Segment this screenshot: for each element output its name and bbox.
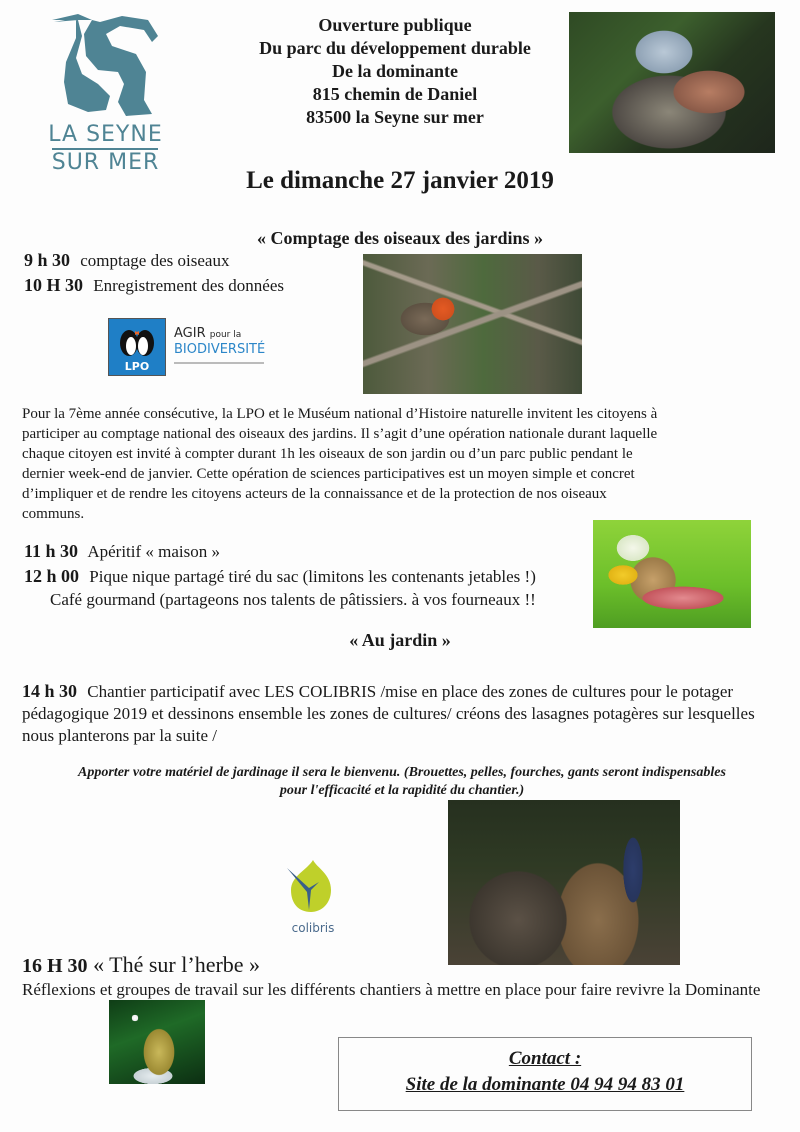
header-line: 83500 la Seyne sur mer — [306, 107, 484, 127]
bird-count-description: Pour la 7ème année consécutive, la LPO et le Muséum national d’Histoire naturelle invitent les citoyens à participer au comptage national des oiseaux des jardins. Il s’agit d’une opération nationale durant laquelle chaque citoyen est invité à compter durant 1h les oiseaux de son jardin ou d’un parc public pendant le dernier week-end de janvier. Cette opération de sciences participatives est un moyen simple et concret d’impliquer et de rendre les citoyens acteurs de la connaissance et de la protection de nos oiseaux communs. — [22, 406, 658, 522]
lpo-small-print — [174, 362, 264, 364]
section-title-bird-count: « Comptage des oiseaux des jardins » — [256, 228, 543, 248]
bring-tools-line-2: pour l'efficacité et la rapidité du chantier.) — [279, 783, 525, 798]
bring-tools-note — [22, 764, 782, 800]
lpo-logo — [108, 318, 278, 376]
tea-description: Réflexions et groupes de travail sur les différents chantiers à mettre en place pour faire revivre la Dominante — [22, 980, 761, 999]
schedule-label: Enregistrement des données — [93, 276, 284, 295]
garden-work-photo — [448, 800, 680, 965]
header-line: Ouverture publique — [318, 15, 472, 35]
puffin-icon — [109, 319, 165, 359]
hummingbird-icon — [283, 858, 343, 916]
colibris-logo-text: colibris — [291, 921, 335, 935]
schedule-time: 11 h 30 — [24, 541, 79, 561]
schedule-time: 14 h 30 — [22, 681, 78, 701]
lpo-badge-text: LPO — [124, 360, 150, 373]
lpo-pour-la: pour la — [209, 330, 242, 340]
lpo-badge — [108, 318, 166, 376]
bring-tools-line-1: Apporter votre matériel de jardinage il sera le bienvenu. (Brouettes, pelles, fourches, gants seront indispensables — [78, 765, 726, 780]
schedule-time: 16 H 30 — [22, 955, 88, 977]
header-line: 815 chemin de Daniel — [312, 84, 478, 104]
schedule-time: 10 H 30 — [24, 275, 84, 295]
header-line: De la dominante — [332, 61, 458, 81]
robin-photo — [363, 254, 582, 394]
s-mark-icon — [48, 12, 163, 120]
lpo-tagline — [174, 326, 241, 341]
schedule-label: Apéritif « maison » — [87, 542, 221, 561]
schedule-item — [24, 250, 229, 271]
lpo-biodiversite: BIODIVERSITÉ — [174, 342, 266, 357]
church-aerial-photo — [569, 12, 775, 153]
schedule-label: Pique nique partagé tiré du sac (limitons les contenants jetables !) — [89, 567, 536, 586]
tea-heading — [22, 952, 260, 978]
event-header — [215, 14, 575, 129]
schedule-time: 12 h 00 — [24, 566, 80, 586]
schedule-label: Chantier participatif avec LES COLIBRIS /mise en place des zones de cultures pour le potager pédagogique 2019 et dessinons ensemble les zones de cultures/ créons des lasagnes potagères sur lesquelles nous planterons par la suite / — [22, 682, 755, 745]
tea-title: « Thé sur l’herbe » — [93, 952, 261, 977]
picnic-basket-photo — [593, 520, 751, 628]
logo-line-1: LA SEYNE — [48, 122, 163, 147]
la-seyne-logo — [48, 12, 163, 175]
schedule-item — [24, 566, 536, 587]
lpo-agir: AGIR — [174, 326, 206, 341]
event-date: Le dimanche 27 janvier 2019 — [246, 167, 554, 194]
colibris-logo — [283, 858, 343, 938]
logo-line-2: SUR MER — [51, 150, 160, 175]
section-title-garden: « Au jardin » — [349, 630, 451, 650]
contact-phone[interactable]: Site de la dominante 04 94 94 83 01 — [405, 1074, 685, 1095]
contact-label: Contact : — [508, 1048, 582, 1069]
tea-cup-photo — [109, 1000, 205, 1084]
cafe-gourmand-note: Café gourmand (partageons nos talents de pâtissiers. à vos fourneaux !! — [50, 590, 536, 609]
schedule-item — [24, 541, 220, 562]
schedule-label: comptage des oiseaux — [80, 251, 230, 270]
schedule-time: 9 h 30 — [24, 250, 71, 270]
schedule-item — [22, 680, 782, 747]
schedule-item — [24, 275, 284, 296]
contact-box — [338, 1037, 752, 1111]
header-line: Du parc du développement durable — [259, 38, 531, 58]
